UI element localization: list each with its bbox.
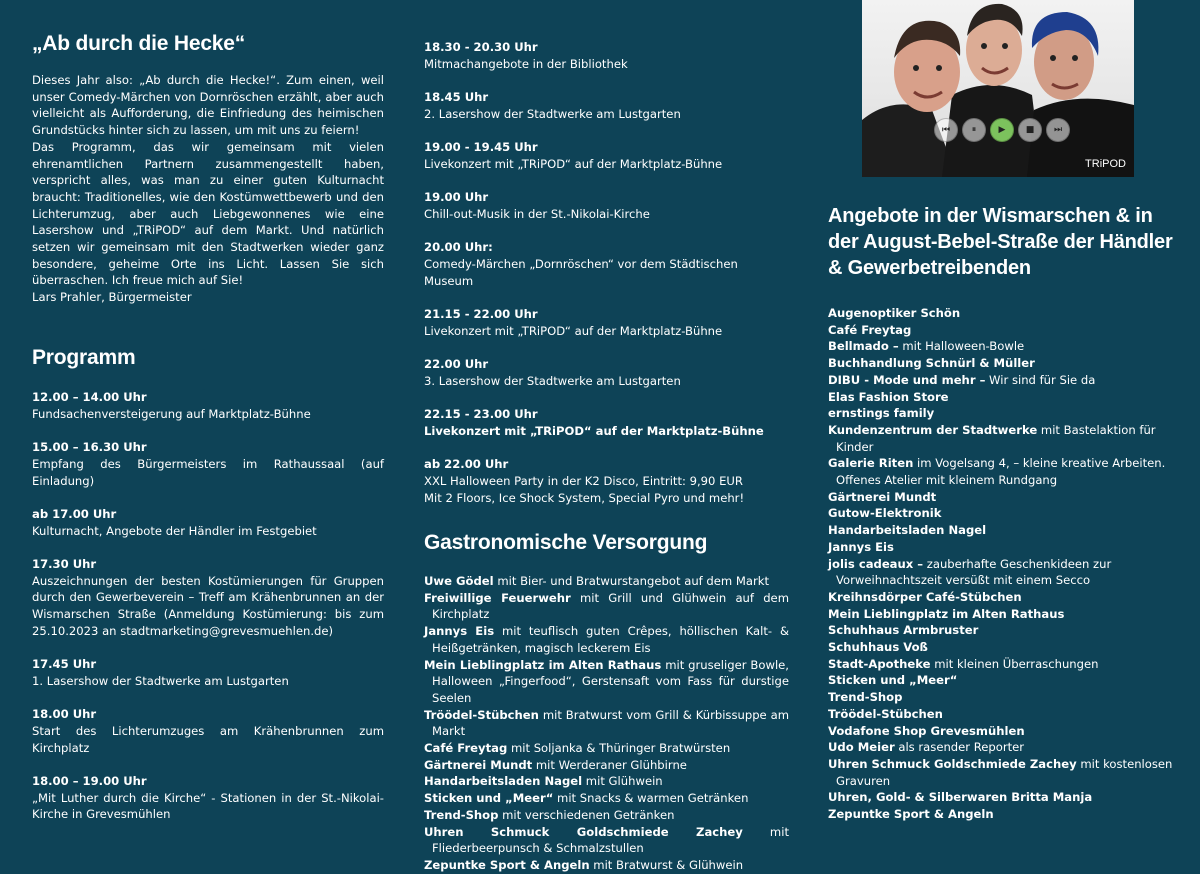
programm-time: ab 17.00 Uhr xyxy=(32,506,117,521)
programm-item xyxy=(32,556,384,640)
angebote-entry-text: im Vogelsang 4, – kleine kreative Arbeiten. Offenes Atelier mit kleinem Rundgang xyxy=(836,456,1166,488)
stop-icon: ■ xyxy=(1018,118,1042,142)
programm-description: Livekonzert mit „TRiPOD“ auf der Marktplatz-Bühne xyxy=(424,323,723,338)
gastronomie-entry-name: Sticken und „Meer“ xyxy=(424,791,554,806)
angebote-entry-name: Uhren, Gold- & Silberwaren Britta Manja xyxy=(828,790,1093,805)
programm-item xyxy=(424,39,789,72)
angebote-entry xyxy=(828,672,1173,689)
programm-heading: Programm xyxy=(32,346,136,369)
angebote-entry xyxy=(828,806,1173,823)
programm-item xyxy=(424,356,789,389)
band-illustration xyxy=(862,0,1134,177)
programm-item xyxy=(424,406,789,439)
gastronomie-entry-name: Trend-Shop xyxy=(424,807,499,822)
programm-description: XXL Halloween Party in der K2 Disco, Eintritt: 9,90 EUR xyxy=(424,474,743,489)
programm-item xyxy=(424,239,789,289)
programm-item xyxy=(32,389,384,422)
programm-time: 19.00 - 19.45 Uhr xyxy=(424,140,538,155)
angebote-entry-name: Elas Fashion Store xyxy=(828,389,949,404)
programm-list-middle xyxy=(424,39,789,523)
intro-paragraph-1: Dieses Jahr also: „Ab durch die Hecke!“. Zum einen, weil unser Comedy-Märchen von Dornröschen erzählt, aber auch vielleicht als Aufforderung, die Einfriedung des heimischen Grundstücks hinter sich zu lassen, um mit uns zu feiern! xyxy=(32,73,384,138)
gastronomie-entry-text: mit gruseliger Bowle, Halloween „Fingerfood“, Gerstensaft vom Fass für durstige Seelen xyxy=(432,657,789,705)
angebote-entry-text: mit Bastelaktion für Kinder xyxy=(836,422,1156,454)
angebote-entry xyxy=(828,305,1173,322)
previous-icon: ⏮ xyxy=(934,118,958,142)
gastronomie-entry-name: Freiwillige Feuerwehr xyxy=(424,590,571,605)
angebote-entry xyxy=(828,606,1173,623)
angebote-entry xyxy=(828,389,1173,406)
programm-time: 12.00 – 14.00 Uhr xyxy=(32,390,147,404)
angebote-entry xyxy=(828,489,1173,506)
programm-time: 22.15 - 23.00 Uhr xyxy=(424,407,538,422)
angebote-entry xyxy=(828,656,1173,673)
programm-time: 20.00 Uhr: xyxy=(424,240,493,255)
angebote-heading: Angebote in der Wismarschen & in der August-Bebel-Straße der Händler & Gewerbetreibenden xyxy=(828,205,1173,279)
angebote-entry xyxy=(828,589,1173,606)
gastronomie-entry xyxy=(424,623,789,656)
angebote-entry-name: Gärtnerei Mundt xyxy=(828,489,937,504)
angebote-entry-name: Udo Meier xyxy=(828,740,895,755)
angebote-entry-name: Uhren Schmuck Goldschmiede Zachey xyxy=(828,756,1077,771)
gastronomie-entry-name: Café Freytag xyxy=(424,741,508,756)
angebote-entry-text: mit kostenlosen Gravuren xyxy=(836,756,1173,788)
gastronomie-entry-name: Zepuntke Sport & Angeln xyxy=(424,857,590,872)
gastronomie-entry-name: Uhren Schmuck Goldschmiede Zachey xyxy=(424,824,743,839)
angebote-entry-name: Handarbeitsladen Nagel xyxy=(828,523,987,538)
gastronomie-entry-name: Uwe Gödel xyxy=(424,574,494,588)
gastronomie-entry-name: Tröödel-Stübchen xyxy=(424,707,539,722)
programm-item xyxy=(32,773,384,823)
programm-time: 15.00 – 16.30 Uhr xyxy=(32,440,147,455)
angebote-entry xyxy=(828,622,1173,639)
angebote-entry xyxy=(828,372,1173,389)
programm-item xyxy=(424,89,789,122)
angebote-entry-text: Wir sind für Sie da xyxy=(985,372,1096,387)
angebote-entry xyxy=(828,422,1173,455)
angebote-entry-text: mit Halloween-Bowle xyxy=(898,339,1025,354)
angebote-entry xyxy=(828,405,1173,422)
angebote-entry xyxy=(828,539,1173,556)
photo-caption: TRiPOD xyxy=(1085,158,1126,170)
gastronomie-entry-name: Gärtnerei Mundt xyxy=(424,757,533,772)
programm-description: Empfang des Bürgermeisters im Rathaussaal (auf Einladung) xyxy=(32,456,384,488)
programm-time: 21.15 - 22.00 Uhr xyxy=(424,307,538,322)
angebote-entry-name: Tröödel-Stübchen xyxy=(828,706,943,721)
intro-heading: „Ab durch die Hecke“ xyxy=(32,32,246,55)
programm-description: Auszeichnungen der besten Kostümierungen für Gruppen durch den Gewerbeverein – Treff am Krähenbrunnen an der Wismarschen Straße (Anmeldung Kostümierung: bis zum 25.10.2023 an stadtmarketing@grevesmuehlen.de) xyxy=(32,573,384,638)
gastronomie-entry-name: Mein Lieblingplatz im Alten Rathaus xyxy=(424,657,662,672)
angebote-entry-name: Schuhhaus Armbruster xyxy=(828,623,979,638)
programm-time: 18.00 – 19.00 Uhr xyxy=(32,774,147,789)
band-photo xyxy=(862,0,1134,177)
angebote-entry-name: Bellmado – xyxy=(828,339,899,354)
angebote-entry-name: Schuhhaus Voß xyxy=(828,640,928,655)
play-icon: ▶ xyxy=(990,118,1014,142)
signature: Lars Prahler, Bürgermeister xyxy=(32,290,192,304)
angebote-entry-text: zauberhafte Geschenkideen zur Vorweihnachtszeit versüßt mit einem Secco xyxy=(836,556,1112,588)
angebote-entry xyxy=(828,706,1173,723)
programm-item xyxy=(424,189,789,222)
programm-description: Kulturnacht, Angebote der Händler im Festgebiet xyxy=(32,523,317,538)
player-controls xyxy=(934,118,1070,142)
angebote-entry-name: DIBU - Mode und mehr – xyxy=(828,372,986,387)
angebote-entry-name: Gutow-Elektronik xyxy=(828,506,942,521)
gastronomie-entry-text: mit Soljanka & Thüringer Bratwürsten xyxy=(507,741,731,756)
programm-description: Livekonzert mit „TRiPOD“ auf der Marktplatz-Bühne xyxy=(424,156,723,171)
gastronomie-entry xyxy=(424,573,789,590)
gastronomie-entry-text: mit Bratwurst & Glühwein xyxy=(589,857,744,872)
programm-item xyxy=(32,706,384,756)
programm-description-extra: Mit 2 Floors, Ice Shock System, Special Pyro und mehr! xyxy=(424,490,745,505)
gastronomie-entry-text: mit Bier- und Bratwurstangebot auf dem Markt xyxy=(493,574,770,588)
gastronomie-entry xyxy=(424,857,789,874)
angebote-list xyxy=(828,305,1173,823)
programm-item xyxy=(424,306,789,339)
gastronomie-list xyxy=(424,573,789,874)
angebote-entry xyxy=(828,505,1173,522)
programm-description: Fundsachenversteigerung auf Marktplatz-Bühne xyxy=(32,406,311,421)
programm-time: 17.30 Uhr xyxy=(32,556,97,571)
gastronomie-entry xyxy=(424,590,789,623)
programm-time: 22.00 Uhr xyxy=(424,357,489,372)
angebote-entry xyxy=(828,789,1173,806)
angebote-entry-name: Zepuntke Sport & Angeln xyxy=(828,807,994,822)
gastronomie-heading: Gastronomische Versorgung xyxy=(424,531,708,554)
angebote-entry xyxy=(828,723,1173,740)
programm-item xyxy=(424,456,789,506)
angebote-entry xyxy=(828,556,1173,589)
gastronomie-entry-name: Handarbeitsladen Nagel xyxy=(424,774,583,789)
gastronomie-entry-text: mit Snacks & warmen Getränken xyxy=(553,791,749,806)
programm-description: 2. Lasershow der Stadtwerke am Lustgarten xyxy=(424,106,681,121)
angebote-entry-text: mit kleinen Überraschungen xyxy=(930,656,1099,671)
programm-description: Mitmachangebote in der Bibliothek xyxy=(424,56,628,71)
gastronomie-entry-text: mit teuflisch guten Crêpes, höllischen Kalt- & Heißgetränken, magisch leckerem Eis xyxy=(432,624,789,655)
programm-item xyxy=(32,506,384,539)
programm-item xyxy=(32,439,384,489)
gastronomie-entry-text: mit Bratwurst vom Grill & Kürbissuppe am Markt xyxy=(432,707,789,739)
angebote-entry-name: Mein Lieblingplatz im Alten Rathaus xyxy=(828,606,1065,621)
angebote-entry-name: jolis cadeaux – xyxy=(828,556,924,571)
angebote-entry xyxy=(828,338,1173,355)
gastronomie-entry-text: mit Werderaner Glühbirne xyxy=(532,757,687,772)
angebote-entry xyxy=(828,355,1173,372)
programm-time: 18.45 Uhr xyxy=(424,90,489,105)
gastronomie-entry xyxy=(424,807,789,824)
gastronomie-entry xyxy=(424,657,789,707)
gastronomie-entry xyxy=(424,757,789,774)
gastronomie-entry xyxy=(424,790,789,807)
programm-description: Start des Lichterumzuges am Krähenbrunnen zum Kirchplatz xyxy=(32,723,384,755)
angebote-entry-name: Kundenzentrum der Stadtwerke xyxy=(828,422,1038,437)
programm-description: Livekonzert mit „TRiPOD“ auf der Marktplatz-Bühne xyxy=(424,424,764,439)
angebote-entry-name: Kreihnsdörper Café-Stübchen xyxy=(828,589,1022,604)
angebote-entry xyxy=(828,689,1173,706)
angebote-entry-name: Buchhandlung Schnürl & Müller xyxy=(828,356,1035,371)
programm-description: 1. Lasershow der Stadtwerke am Lustgarten xyxy=(32,673,289,688)
intro-text xyxy=(32,72,384,289)
gastronomie-entry xyxy=(424,824,789,857)
angebote-entry-name: Vodafone Shop Grevesmühlen xyxy=(828,723,1025,738)
angebote-entry-name: Café Freytag xyxy=(828,322,912,337)
angebote-entry xyxy=(828,756,1173,789)
gastronomie-entry xyxy=(424,740,789,757)
programm-time: ab 22.00 Uhr xyxy=(424,457,509,472)
gastronomie-entry-text: mit Fliederbeerpunsch & Schmalzstullen xyxy=(432,824,789,856)
programm-list-left xyxy=(32,389,384,840)
gastronomie-entry-name: Jannys Eis xyxy=(424,624,495,639)
angebote-entry-name: Trend-Shop xyxy=(828,690,903,705)
programm-time: 19.00 Uhr xyxy=(424,190,489,205)
next-icon: ⏭ xyxy=(1046,118,1070,142)
programm-time: 17.45 Uhr xyxy=(32,657,97,672)
programm-description: 3. Lasershow der Stadtwerke am Lustgarten xyxy=(424,373,681,388)
angebote-entry-name: Jannys Eis xyxy=(828,539,894,554)
programm-item xyxy=(32,656,384,689)
intro-paragraph-2: Das Programm, das wir gemeinsam mit vielen ehrenamtlichen Partnern zusammengestellt haben, verspricht alles, was man zu einer guten Kulturnacht braucht: Traditionelles, wie den Kostümwettbewerb und den Lichterumzug, aber auch Liebgewonnenes wie eine Lasershow und „TRiPOD“ auf dem Markt. Und natürlich setzen wir gemeinsam mit den Stadtwerken wieder ganz besondere, geheime Orte ins Licht. Lassen Sie sich überraschen. Ich freue mich auf Sie! xyxy=(32,139,384,288)
angebote-entry xyxy=(828,739,1173,756)
programm-time: 18.00 Uhr xyxy=(32,707,97,722)
gastronomie-entry-text: mit verschiedenen Getränken xyxy=(498,807,675,822)
programm-item xyxy=(424,139,789,172)
angebote-entry-text: als rasender Reporter xyxy=(894,740,1025,755)
programm-time: 18.30 - 20.30 Uhr xyxy=(424,40,538,54)
gastronomie-entry xyxy=(424,773,789,790)
gastronomie-entry xyxy=(424,707,789,740)
angebote-entry-name: Galerie Riten xyxy=(828,456,914,471)
gastronomie-entry-text: mit Grill und Glühwein auf dem Kirchplatz xyxy=(432,590,789,622)
angebote-entry-name: ernstings family xyxy=(828,406,935,421)
pause-icon: ⏸ xyxy=(962,118,986,142)
angebote-entry-name: Stadt-Apotheke xyxy=(828,656,931,671)
programm-description: „Mit Luther durch die Kirche“ - Stationen in der St.-Nikolai-Kirche in Grevesmühlen xyxy=(32,790,384,822)
angebote-entry xyxy=(828,322,1173,339)
angebote-entry-name: Augenoptiker Schön xyxy=(828,306,961,320)
programm-description: Chill-out-Musik in der St.-Nikolai-Kirche xyxy=(424,206,650,221)
angebote-entry xyxy=(828,522,1173,539)
angebote-entry xyxy=(828,639,1173,656)
angebote-entry-name: Sticken und „Meer“ xyxy=(828,673,958,688)
gastronomie-entry-text: mit Glühwein xyxy=(582,774,663,789)
programm-description: Comedy-Märchen „Dornröschen“ vor dem Städtischen Museum xyxy=(424,257,738,288)
angebote-entry xyxy=(828,455,1173,488)
